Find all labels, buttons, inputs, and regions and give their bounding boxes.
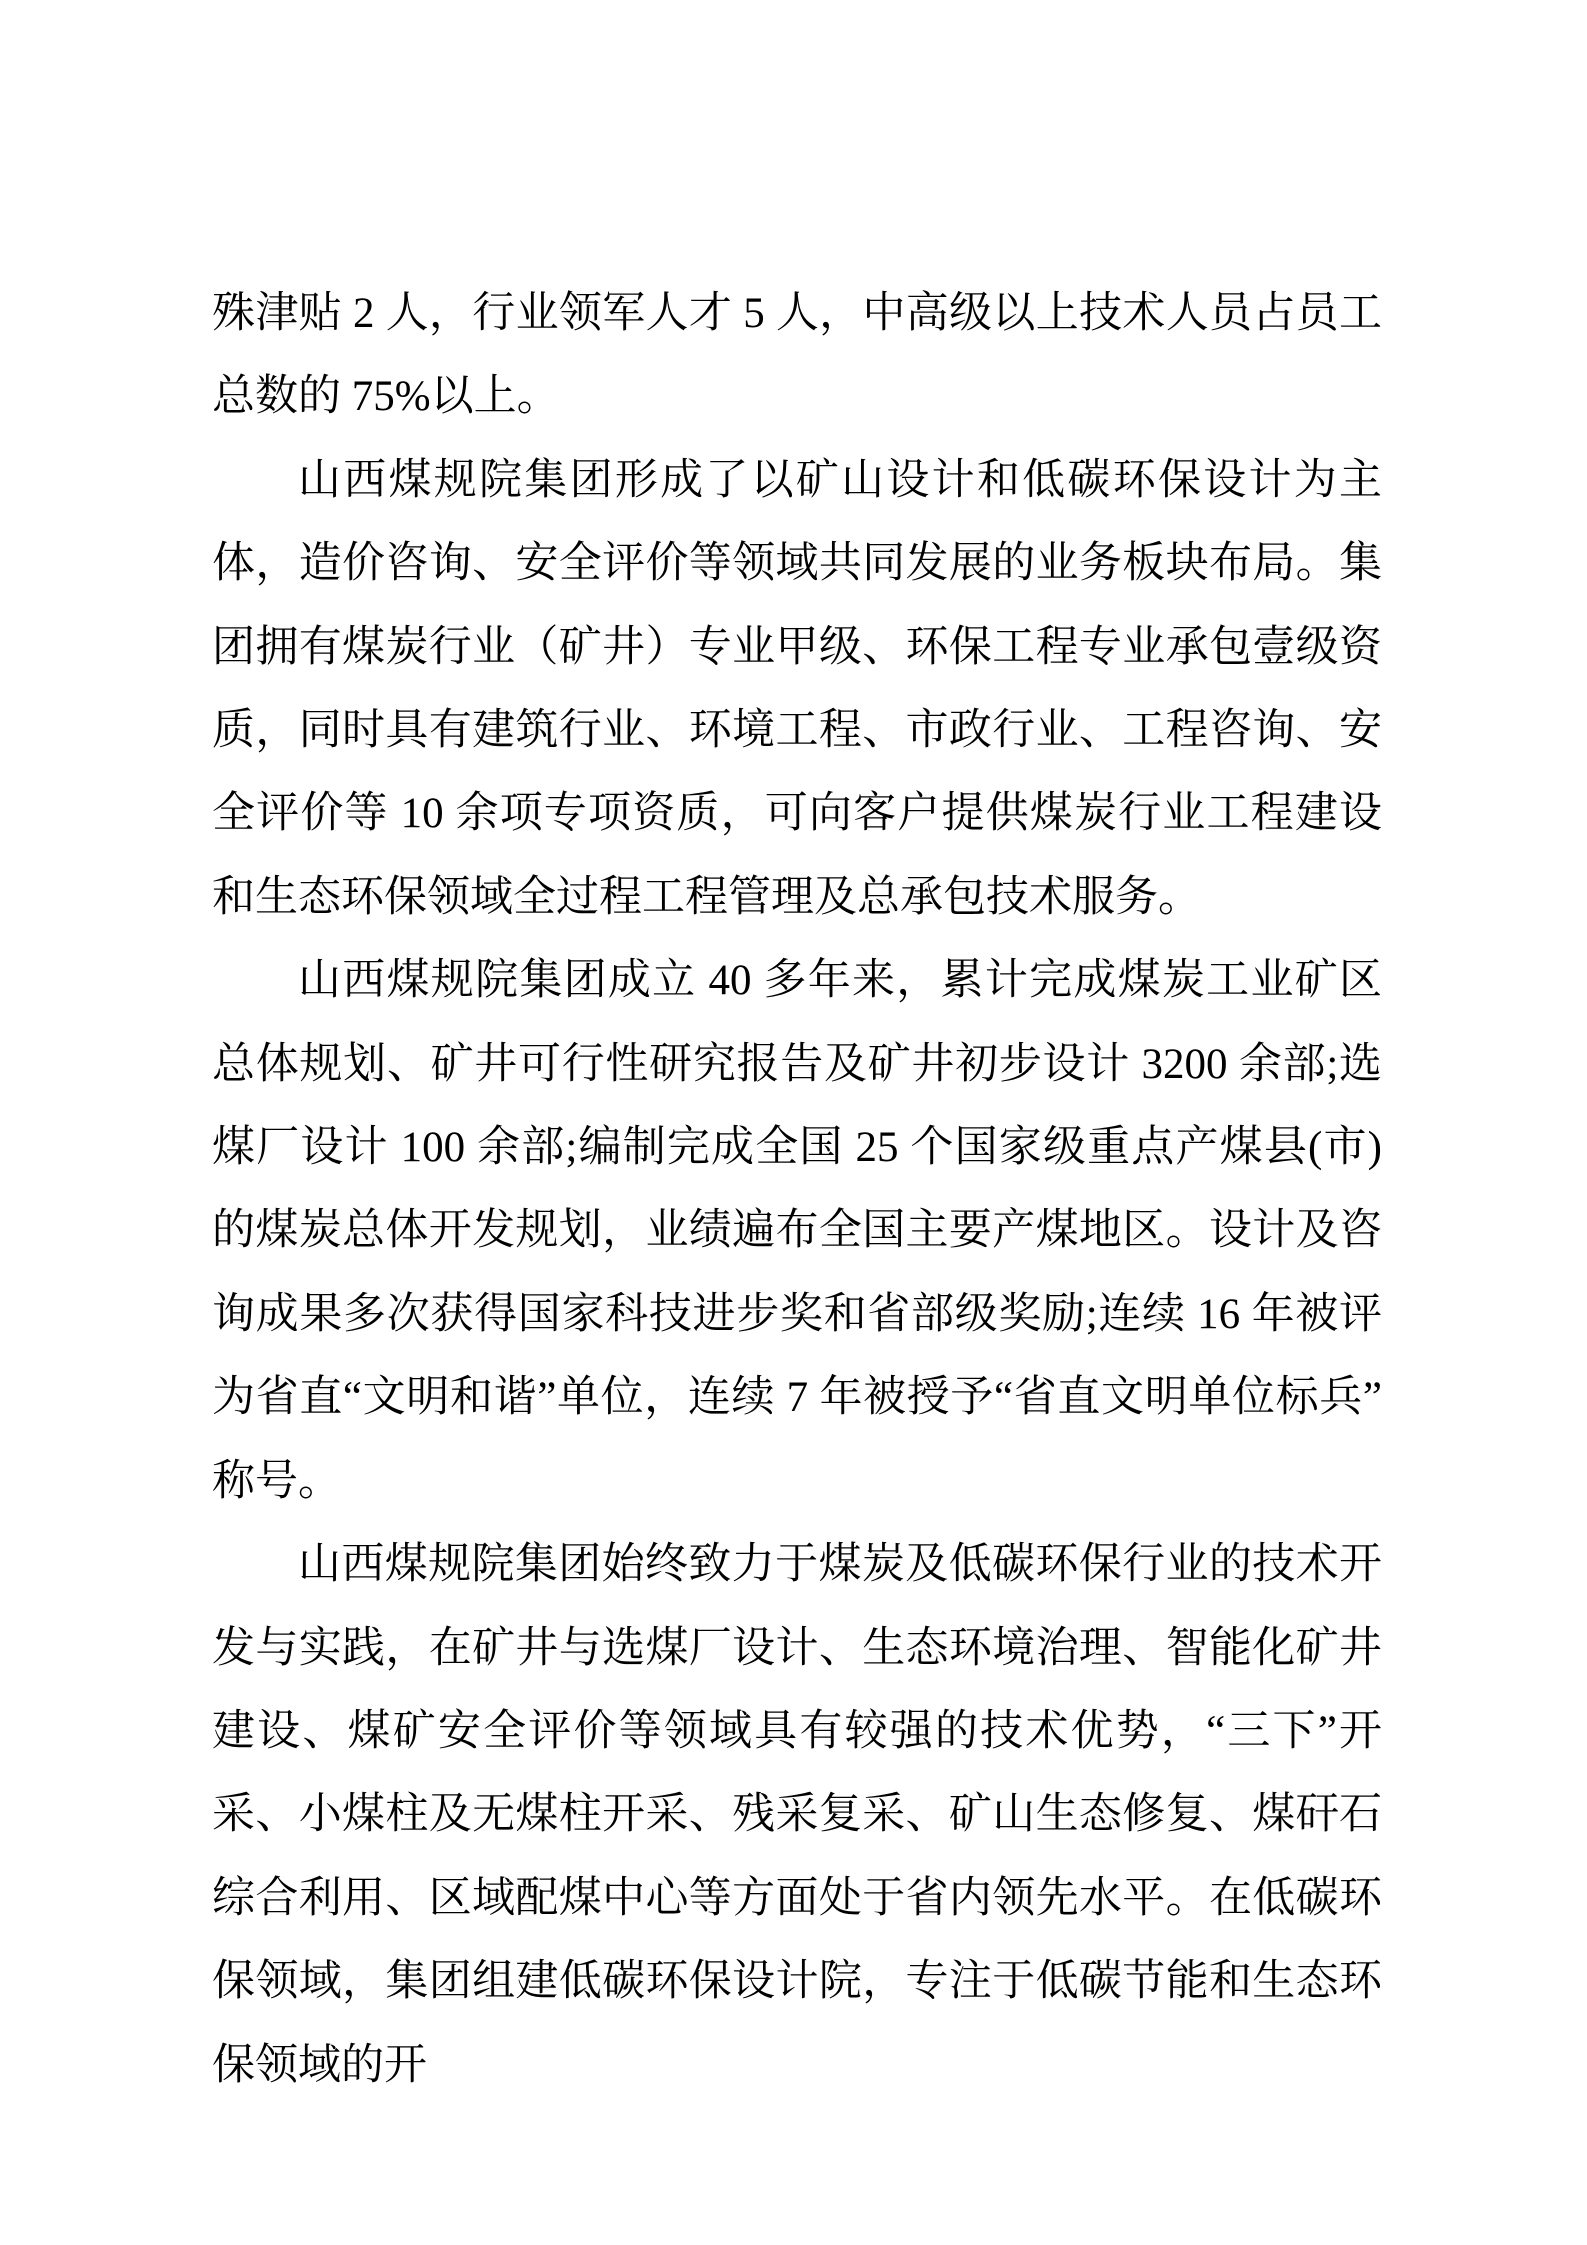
paragraph-achievements: 山西煤规院集团成立 40 多年来，累计完成煤炭工业矿区总体规划、矿井可行性研究报告及矿井初步设计 3200 余部;选煤厂设计 100 余部;编制完成全国 25 个国家级重点产煤县(市)的煤炭总体开发规划，业绩遍布全国主要产煤地区。设计及咨询成果多次获得国家科技进步奖和省部级奖励;连续 16 年被评为省直“文明和谐”单位，连续 7 年被授予“省直文明单位标兵”称号。 xyxy=(212,957,1382,1505)
paragraph-technical-strengths: 山西煤规院集团始终致力于煤炭及低碳环保行业的技术开发与实践，在矿井与选煤厂设计、生态环境治理、智能化矿井建设、煤矿安全评价等领域具有较强的技术优势，“三下”开采、小煤柱及无煤柱开采、残采复采、矿山生态修复、煤矸石综合利用、区域配煤中心等方面处于省内领先水平。在低碳环保领域，集团组建低碳环保设计院，专注于低碳节能和生态环保领域的开 xyxy=(212,1541,1382,2089)
paragraph-special-allowance: 殊津贴 2 人，行业领军人才 5 人，中高级以上技术人员占员工总数的 75%以上。 xyxy=(212,290,1382,421)
paragraph-business-layout: 山西煤规院集团形成了以矿山设计和低碳环保设计为主体，造价咨询、安全评价等领域共同发展的业务板块布局。集团拥有煤炭行业（矿井）专业甲级、环保工程专业承包壹级资质，同时具有建筑行业、环境工程、市政行业、工程咨询、安全评价等 10 余项专项资质，可向客户提供煤炭行业工程建设和生态环保领域全过程工程管理及总承包技术服务。 xyxy=(212,456,1382,921)
